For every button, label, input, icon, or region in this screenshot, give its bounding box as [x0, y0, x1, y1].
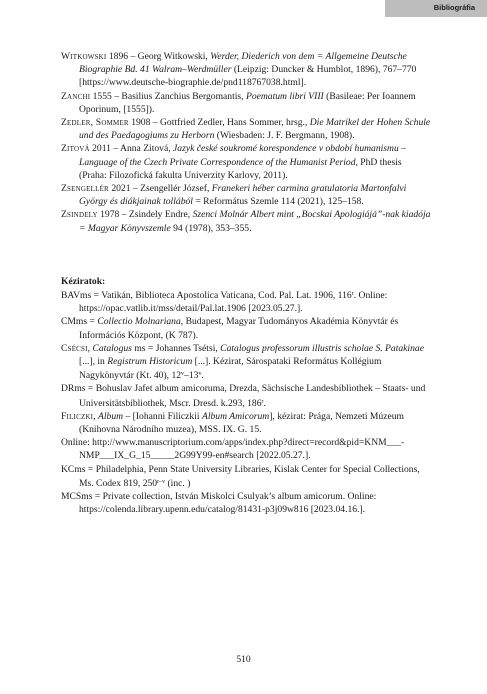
- entry-author: Zitová: [61, 143, 90, 155]
- entry-text: [...]. Kézirat, Sárospataki Református Kollégium Nagykönyvtár (Kt. 40), 12: [79, 356, 382, 382]
- entry-text: ms = Johannes Tsétsi,: [131, 342, 221, 354]
- entry-superscript: r: [351, 291, 354, 298]
- entry-text: (inc. ): [165, 477, 191, 489]
- entry-author: Zsengellér: [61, 183, 109, 195]
- entry-title-text: Szenci Molnár Albert mint „Bocskai Apologiájá”-nak kiadója = Magyar Könyvszemle: [79, 209, 431, 234]
- entry-text: , Budapest, Magyar Tudományos Akadémia Könyvtár és Információs Központ, (K 787).: [79, 316, 399, 341]
- entry-title-text: Die Matrikel der Hohen Schule und des Paedagogiums zu Herborn: [79, 117, 431, 142]
- bibliography-entry: [61, 50, 431, 90]
- entry-text: . Online: https://opac.vatlib.it/mss/detail/Pal.lat.1906 [2023.05.27.].: [79, 290, 388, 315]
- entry-text: 1896 – Georg Witkowski,: [106, 51, 211, 62]
- section-gap: [61, 235, 431, 275]
- entry-text: KCms = Philadelphia, Penn State University Libraries, Kislak Center for Special Collections, Ms. Codex 819, 250: [61, 463, 420, 489]
- entry-text: Online: http://www.manuscriptorium.com/apps/index.php?direct=record&pid=KNM___-NMP___IX_G_15_____2G99Y99-en#search [2022.05.27.].: [61, 437, 405, 462]
- entry-text: –13: [184, 370, 199, 382]
- entry-text: 2011 – Anna Zitová,: [89, 143, 174, 155]
- manuscript-entry: [61, 490, 431, 516]
- entry-text: [...], in: [79, 356, 108, 368]
- entry-text: 1978 – Zsindely Endre,: [97, 209, 193, 221]
- entry-text: = Református Szemle 114 (2021), 125–158.: [192, 196, 364, 208]
- entry-text: (Basileae: Per Ioannem Oporinum, [1555]).: [79, 90, 416, 115]
- bibliography-entry: [61, 208, 431, 234]
- entry-text: MCSms = Private collection, István Miskolci Csulyak’s album amicorum. Online: https://colenda.library.upenn.edu/catalog/81431-p3j09w816 [2023.04.16.].: [61, 491, 377, 516]
- page-number: 510: [236, 655, 251, 665]
- entry-superscript: r: [261, 398, 264, 405]
- entry-title-text: Album Amicorum: [201, 410, 270, 422]
- entry-title-text: Registrum Historicum: [107, 356, 193, 368]
- bibliography-list: [61, 50, 431, 235]
- entry-text: 94 (1978), 353–355.: [170, 222, 252, 234]
- entry-text: .: [263, 397, 266, 409]
- manuscript-entry: [61, 288, 431, 315]
- entry-title-text: Collectio Molnariana: [97, 316, 181, 328]
- manuscript-entry: [61, 315, 431, 341]
- entry-title-text: Werder, Diederich von dem = Allgemeine Deutsche Biographie Bd. 41 Walram–Werdmüller: [79, 51, 407, 76]
- manuscript-entry: [61, 342, 431, 383]
- entry-superscript: v: [181, 371, 185, 378]
- entry-text: DRms = Bohuslav Jafet album amicoruma, Drezda, Sächsische Landesbibliothek – Staats- und Universitätsbibliothek, Mscr. Dresd. k.293, 186: [61, 383, 426, 409]
- page-content: [61, 50, 431, 517]
- entry-author: Zedler, Sommer: [61, 117, 129, 129]
- entry-text: ], kézirat: Prága, Nemzeti Múzeum (Knihovna Národního muzea), MSS. IX. G. 15.: [79, 410, 404, 436]
- manuscript-entry: [61, 382, 431, 409]
- entry-text: .: [201, 370, 204, 382]
- bibliography-entry: [61, 142, 431, 182]
- entry-text: – [Iohanni Filiczkii: [123, 410, 202, 422]
- entry-text: 1555 – Basilius Zanchius Bergomantis,: [90, 90, 246, 102]
- manuscript-entry: [61, 410, 431, 436]
- entry-text: , PhD thesis (Praha: Filozofická fakulta Univerzity Karlovy, 2011).: [79, 156, 402, 181]
- section-title: Kéziratok:: [61, 275, 106, 287]
- manuscript-entry: [61, 463, 431, 490]
- entry-author: Witkowski: [61, 51, 107, 62]
- entry-text: ,: [93, 410, 99, 422]
- entry-text: 2021 – Zsengellér József,: [108, 183, 212, 195]
- entry-text: (Wiesbaden: J. F. Bergmann, 1908).: [214, 130, 355, 142]
- entry-author: Csécsi: [61, 342, 88, 354]
- entry-text: ,: [87, 342, 93, 354]
- entry-author: Zanchi: [61, 90, 91, 102]
- entry-superscript: r–v: [157, 478, 166, 485]
- entry-title-text: Album: [98, 410, 124, 422]
- entry-author: Zsindely: [61, 209, 98, 221]
- bibliography-entry: [61, 90, 431, 116]
- entry-title-text: Franekeri héber carmina gratulatoria Martonfalvi György és diákjainak tollából: [79, 183, 407, 208]
- entry-text: 1908 – Gottfried Zedler, Hans Sommer, hrsg.,: [128, 117, 310, 129]
- entry-text: BAVms = Vatikán, Biblioteca Apostolica Vaticana, Cod. Pal. Lat. 1906, 116: [61, 290, 352, 302]
- entry-author: Filiczki: [61, 410, 94, 422]
- manuscript-entry: [61, 436, 431, 462]
- running-header: Bibliográfia: [433, 3, 475, 12]
- entry-text: (Leipzig: Duncker & Humblot, 1896), 767–770 [https://www.deutsche-biographie.de/pnd118767038.html].: [79, 64, 417, 89]
- bibliography-entry: [61, 182, 431, 208]
- entry-title-text: Catalogus professorum illustris scholae S. Patakinae: [220, 342, 424, 354]
- entry-superscript: v: [198, 371, 202, 378]
- entry-title-text: Jazyk české soukromé korespondence v období humanismu – Language of the Czech Private Correspondence of the Humanist Period: [79, 143, 406, 168]
- bibliography-entry: [61, 116, 431, 142]
- entry-title-text: Poematum libri VIII: [245, 90, 324, 102]
- entry-title-text: Catalogus: [92, 342, 132, 354]
- entry-text: CMms =: [61, 316, 98, 328]
- manuscript-list: [61, 288, 431, 516]
